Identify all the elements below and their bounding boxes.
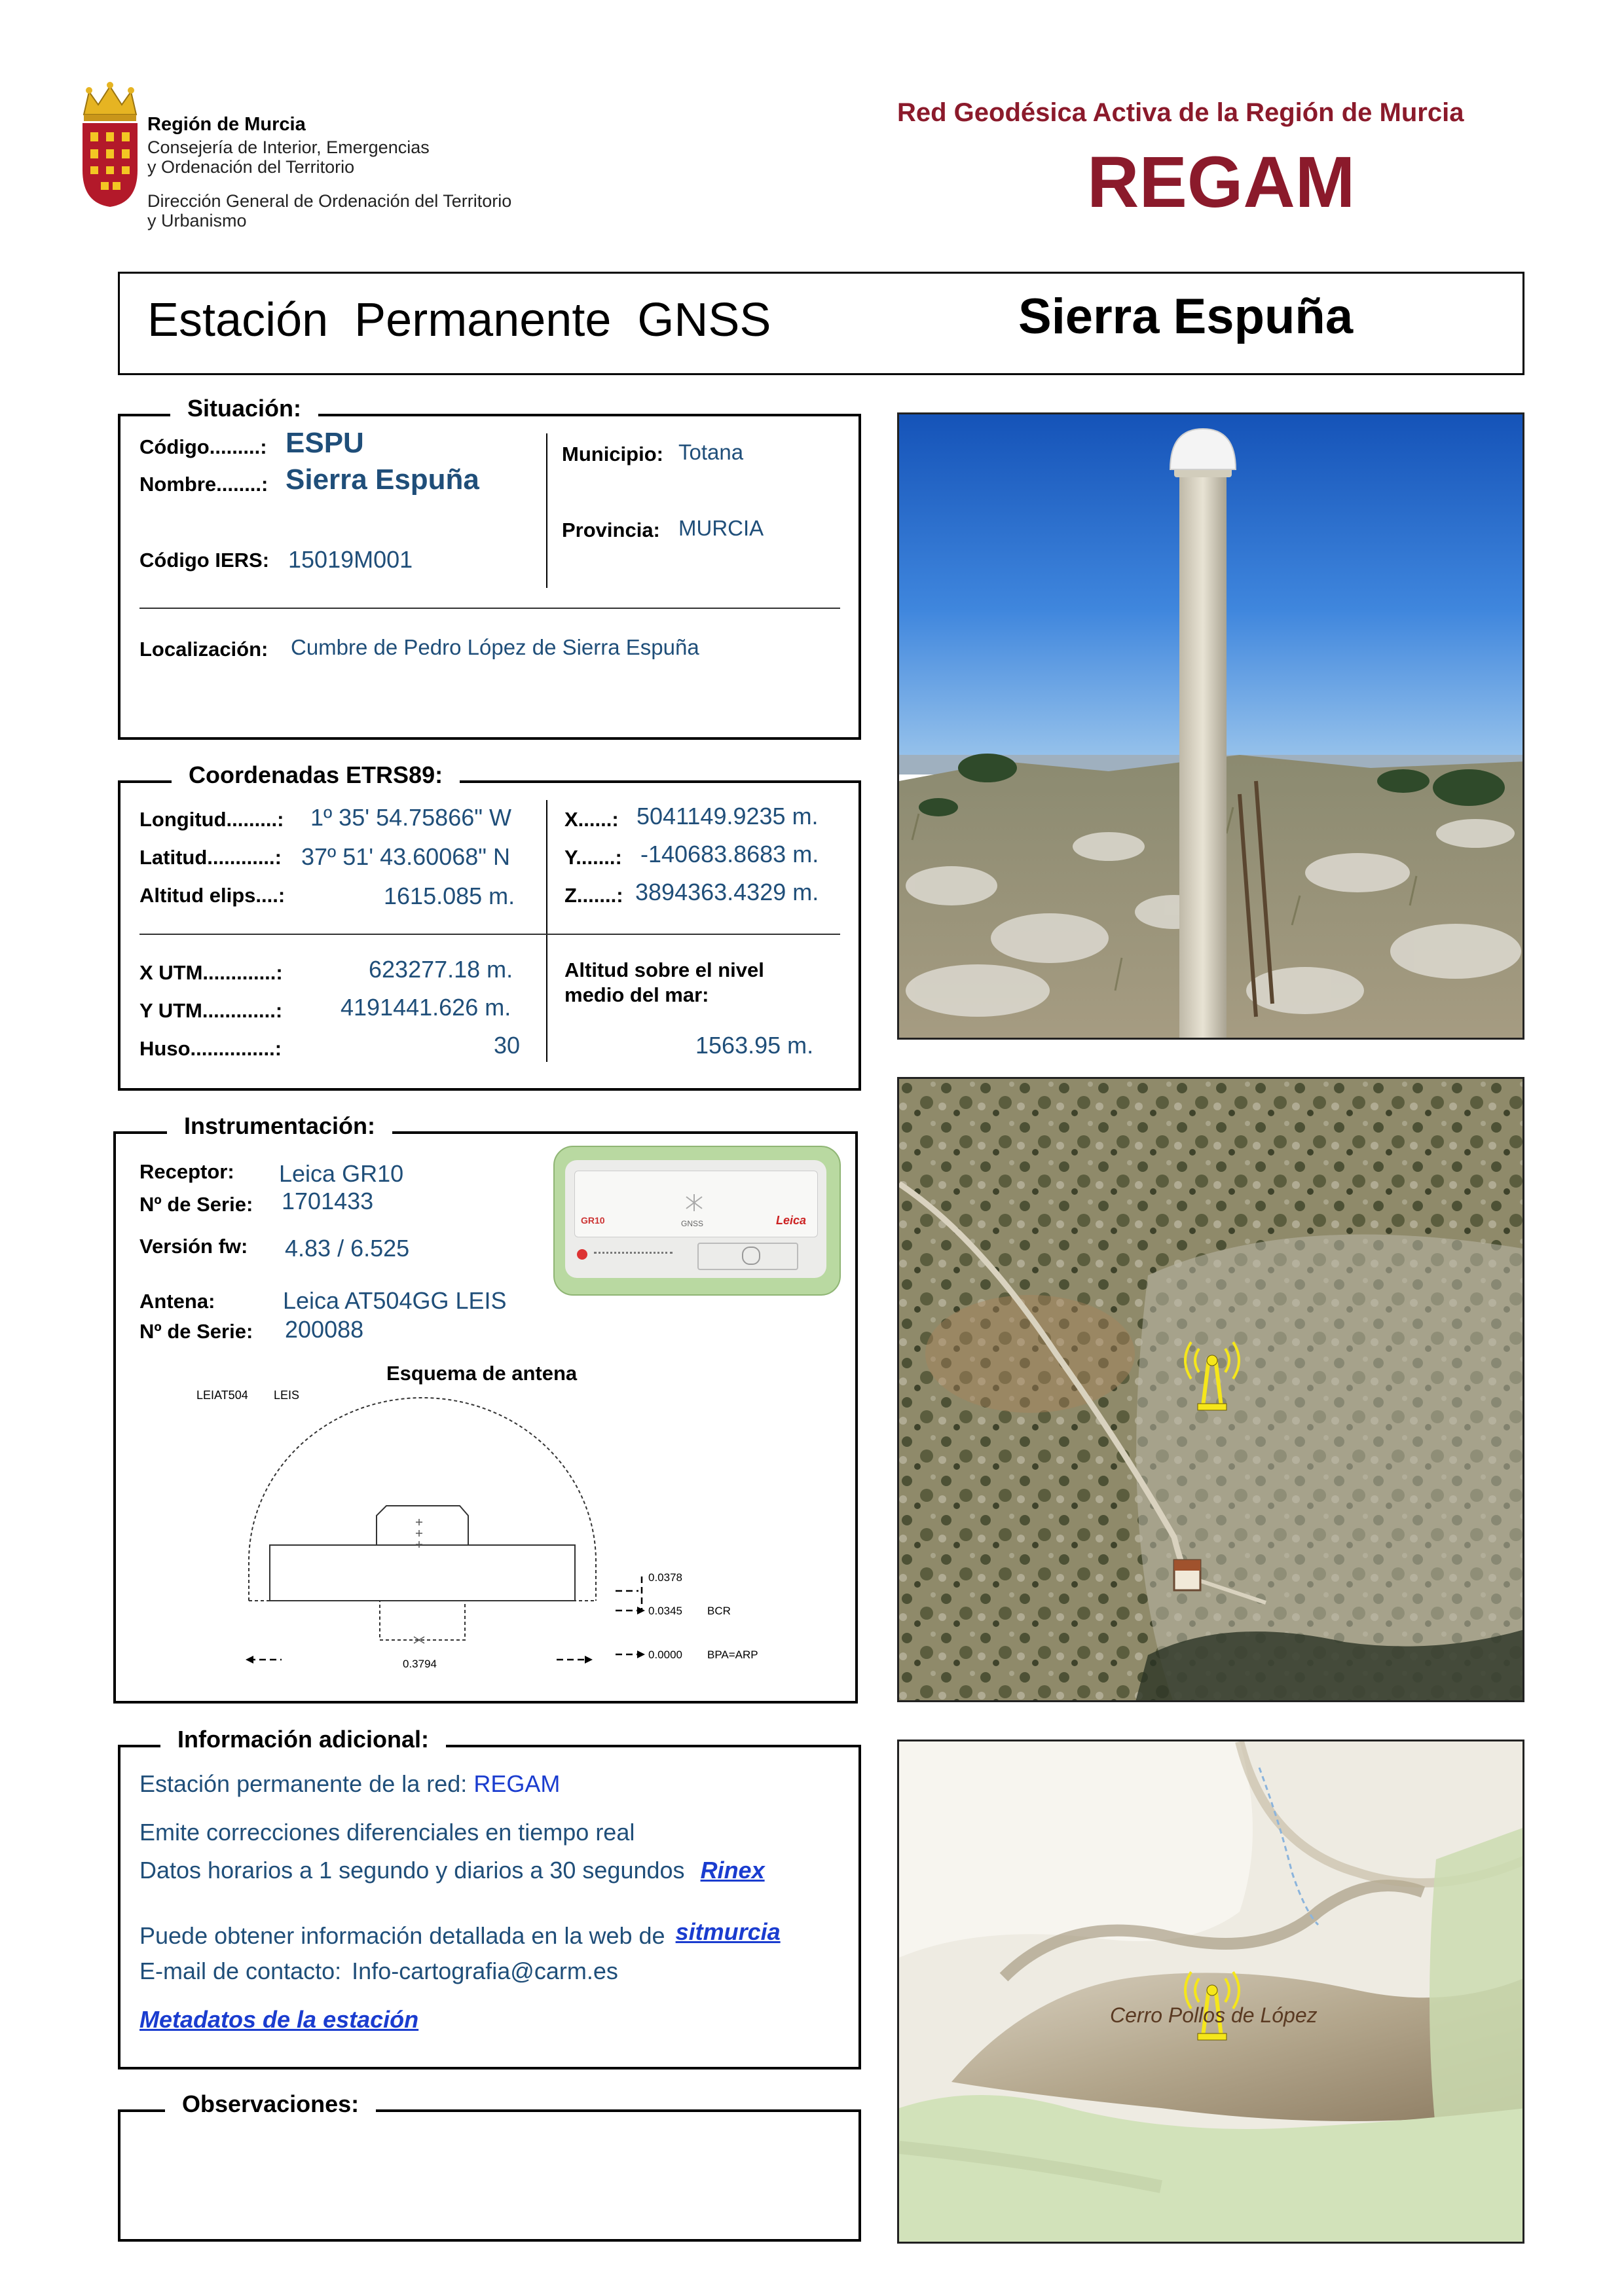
receptor-value: Leica GR10: [279, 1160, 404, 1187]
localizacion-value: Cumbre de Pedro López de Sierra Espuña: [291, 635, 699, 659]
station-name: Sierra Espuña: [1018, 289, 1354, 344]
rinex-link[interactable]: Rinex: [700, 1857, 765, 1884]
org-line-4: Dirección General de Ordenación del Territorio: [147, 191, 512, 211]
xutm-label: X UTM.............:: [139, 961, 283, 984]
murcia-logo: [77, 79, 143, 210]
antenna-schema-title: Esquema de antena: [386, 1362, 578, 1385]
observaciones-panel: [118, 2109, 861, 2242]
x-label: X......:: [564, 808, 619, 831]
metadatos-link[interactable]: Metadatos de la estación: [139, 2006, 419, 2033]
dim-bcr: BCR: [707, 1605, 731, 1617]
nombre-label: Nombre........:: [139, 473, 268, 496]
rinex-text: Datos horarios a 1 segundo y diarios a 30 segundos: [139, 1857, 685, 1884]
provincia-label: Provincia:: [562, 519, 660, 541]
sitmurcia-link[interactable]: sitmurcia: [675, 1918, 781, 1945]
altitud-label: Altitud elips....:: [139, 884, 286, 907]
codigo-label: Código.........:: [139, 435, 267, 458]
schema-model: LEIAT504: [196, 1389, 248, 1402]
org-line-2: Consejería de Interior, Emergencias: [147, 137, 430, 157]
email-link[interactable]: Info-cartografia@carm.es: [352, 1958, 618, 1984]
longitud-value: 1º 35' 54.75866" W: [310, 804, 512, 831]
dim-0000: 0.0000: [648, 1649, 682, 1661]
coordenadas-legend: Coordenadas ETRS89:: [172, 762, 460, 788]
yutm-value: 4191441.626 m.: [341, 994, 511, 1021]
situacion-panel: [118, 414, 861, 740]
web-text: Puede obtener información detallada en la web de: [139, 1922, 665, 1949]
latitud-label: Latitud............:: [139, 846, 282, 869]
nivel-value: 1563.95 m.: [695, 1032, 814, 1059]
topo-map: [897, 1740, 1524, 2244]
email-text: E-mail de contacto:: [139, 1958, 342, 1984]
z-label: Z.......:: [564, 884, 623, 907]
aerial-photo: [897, 1077, 1524, 1702]
altitud-value: 1615.085 m.: [384, 883, 515, 909]
org-line-3: y Ordenación del Territorio: [147, 157, 355, 177]
huso-label: Huso...............:: [139, 1037, 282, 1060]
latitud-value: 37º 51' 43.60068" N: [301, 843, 511, 870]
adicional-line-1: [139, 1770, 560, 1798]
antenna-schema: [190, 1385, 779, 1673]
adicional-line-4: [139, 1918, 781, 1950]
antena-value: Leica AT504GG LEIS: [283, 1287, 507, 1314]
localizacion-label: Localización:: [139, 638, 268, 661]
nivel-label-1: Altitud sobre el nivel: [564, 958, 764, 981]
receiver-device: [553, 1146, 838, 1293]
receptor-label: Receptor:: [139, 1160, 234, 1183]
situacion-separator: [139, 608, 840, 609]
longitud-label: Longitud.........:: [139, 808, 284, 831]
situacion-legend: Situación:: [170, 395, 318, 422]
yutm-label: Y UTM.............:: [139, 999, 283, 1022]
instrumentacion-legend: Instrumentación:: [167, 1113, 392, 1139]
situacion-divider: [546, 433, 547, 588]
serie2-label: Nº de Serie:: [139, 1320, 253, 1343]
network-text: Estación permanente de la red:: [139, 1770, 468, 1797]
version-value: 4.83 / 6.525: [285, 1235, 410, 1262]
xutm-value: 623277.18 m.: [369, 956, 513, 983]
dim-0378: 0.0378: [648, 1571, 682, 1584]
station-type: Estación Permanente GNSS: [147, 294, 771, 346]
iers-label: Código IERS:: [139, 549, 270, 572]
nombre-value: Sierra Espuña: [286, 464, 479, 496]
observaciones-legend: Observaciones:: [165, 2091, 376, 2117]
device-model: GR10: [581, 1215, 605, 1226]
regam-link[interactable]: REGAM: [473, 1770, 561, 1797]
municipio-label: Municipio:: [562, 443, 663, 465]
map-place-label: Cerro Pollos de López: [1110, 2003, 1318, 2027]
adicional-line-3: [139, 1857, 765, 1884]
coordenadas-separator: [139, 934, 840, 935]
serie2-value: 200088: [285, 1316, 364, 1343]
station-photo: [897, 412, 1524, 1040]
network-name: Red Geodésica Activa de la Región de Murcia: [897, 98, 1464, 127]
adicional-line-2: Emite correcciones diferenciales en tiempo real: [139, 1819, 635, 1846]
device-gnss: GNSS: [681, 1219, 704, 1228]
network-acronym: REGAM: [1087, 142, 1356, 223]
device-brand: Leica: [776, 1214, 807, 1227]
codigo-value: ESPU: [286, 427, 364, 459]
dim-3794: 0.3794: [403, 1658, 437, 1670]
huso-value: 30: [494, 1032, 521, 1059]
serie1-value: 1701433: [282, 1188, 374, 1214]
provincia-value: MURCIA: [678, 516, 764, 540]
org-line-5: y Urbanismo: [147, 211, 247, 230]
version-label: Versión fw:: [139, 1235, 248, 1258]
antena-label: Antena:: [139, 1290, 215, 1313]
y-label: Y.......:: [564, 846, 622, 869]
schema-radome: LEIS: [274, 1389, 300, 1402]
nivel-label-2: medio del mar:: [564, 983, 709, 1006]
adicional-legend: Información adicional:: [160, 1726, 446, 1753]
iers-value: 15019M001: [288, 546, 413, 573]
x-value: 5041149.9235 m.: [637, 803, 819, 829]
municipio-value: Totana: [678, 440, 744, 464]
adicional-line-5: [139, 1958, 618, 1985]
y-value: -140683.8683 m.: [640, 841, 819, 867]
dim-0345: 0.0345: [648, 1605, 682, 1617]
org-name: Región de Murcia: [147, 114, 306, 135]
z-value: 3894363.4329 m.: [635, 879, 819, 905]
coordenadas-divider: [546, 800, 547, 1062]
dim-bpa: BPA=ARP: [707, 1649, 758, 1661]
serie1-label: Nº de Serie:: [139, 1193, 253, 1216]
